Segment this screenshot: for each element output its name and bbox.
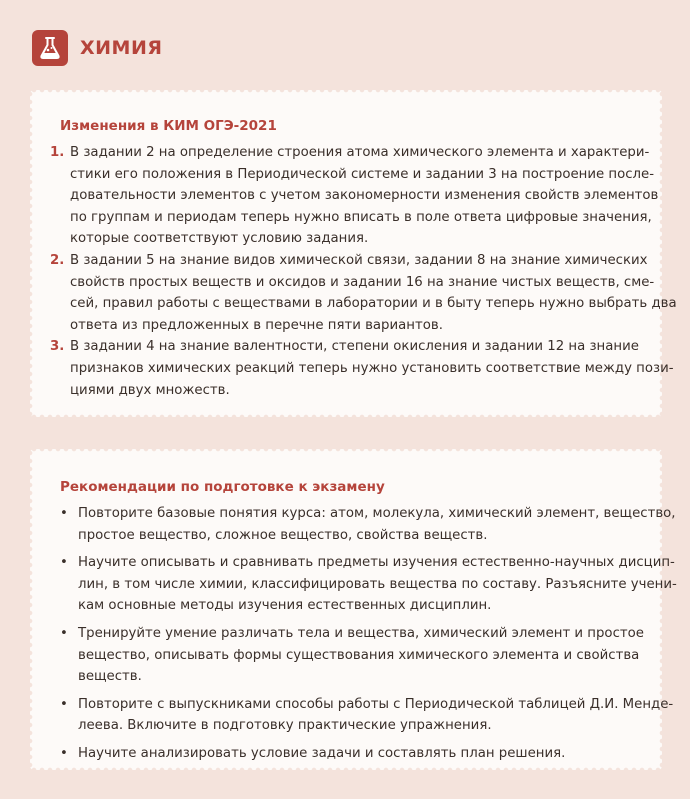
item-text-line: кам основные методы изучения естественных дисциплин. [78,598,492,614]
subject-header [32,30,163,66]
changes-title: Изменения в КИМ ОГЭ-2021 [60,118,277,134]
recommendation-item [58,623,642,688]
item-text-line: которые соответствуют условию задания. [70,231,369,247]
subject-title: ХИМИЯ [80,37,163,59]
item-text-line: сей, правил работы с веществами в лаборатории и в быту теперь нужно выбрать два [70,296,677,312]
item-text-line: веществ. [78,669,142,685]
item-text-line: Тренируйте умение различать тела и вещества, химический элемент и простое [78,625,644,641]
item-text-line: В задании 5 на знание видов химической связи, задании 8 на знание химических [70,252,648,268]
recommendation-item [58,552,677,617]
item-text-line: стики его положения в Периодической системе и задании 3 на построение после- [70,166,655,182]
recommendation-item [58,694,674,737]
bullet-icon: • [60,696,68,712]
item-text-line: Повторите базовые понятия курса: атом, молекула, химический элемент, вещество, [78,506,676,521]
bullet-icon: • [60,506,68,521]
item-text-line: по группам и периодам теперь нужно вписать в поле ответа цифровые значения, [70,209,652,225]
changes-list [50,142,677,401]
bullet-icon: • [60,555,68,571]
changes-item [50,336,674,401]
item-text-line: вещество, описывать формы существования химического элемента и свойства [78,647,640,663]
item-text-line: лин, в том числе химии, классифицировать вещества по составу. Разъясните учени- [78,576,677,592]
item-text-line: простое вещество, сложное вещество, свойства веществ. [78,527,488,543]
item-number: 3. [50,339,65,355]
changes-item [50,142,659,250]
bullet-icon: • [60,745,68,761]
changes-card [30,90,677,417]
item-text-line: Научите анализировать условие задачи и составлять план решения. [78,745,566,761]
item-text-line: В задании 4 на знание валентности, степени окисления и задании 12 на знание [70,339,639,355]
item-number: 2. [50,252,65,268]
item-text-line: Научите описывать и сравнивать предметы изучения естественно-научных дисцип- [78,555,675,571]
recommendations-list [58,503,677,771]
bullet-icon: • [60,625,68,641]
flask-icon [32,30,68,66]
recommendations-card [30,449,677,770]
item-text-line: Повторите с выпускниками способы работы с Периодической таблицей Д.И. Менде- [78,696,674,712]
item-text-line: ответа из предложенных в перечне пяти вариантов. [70,317,443,333]
item-text-line: свойств простых веществ и оксидов и задании 16 на знание чистых веществ, сме- [70,274,655,290]
item-number: 1. [50,145,65,160]
item-text-line: признаков химических реакций теперь нужно установить соответствие между пози- [70,360,674,376]
recommendation-item [58,743,642,765]
item-text-line: довательности элементов с учетом закономерности изменения свойств элементов [70,188,659,204]
changes-item [50,250,677,336]
item-text-line: В задании 2 на определение строения атома химического элемента и характери- [70,145,650,160]
item-text-line: леева. Включите в подготовку практические упражнения. [78,718,492,734]
item-text-line: циями двух множеств. [70,382,230,398]
recommendation-item [58,503,676,546]
recommendations-title: Рекомендации по подготовке к экзамену [60,479,385,495]
